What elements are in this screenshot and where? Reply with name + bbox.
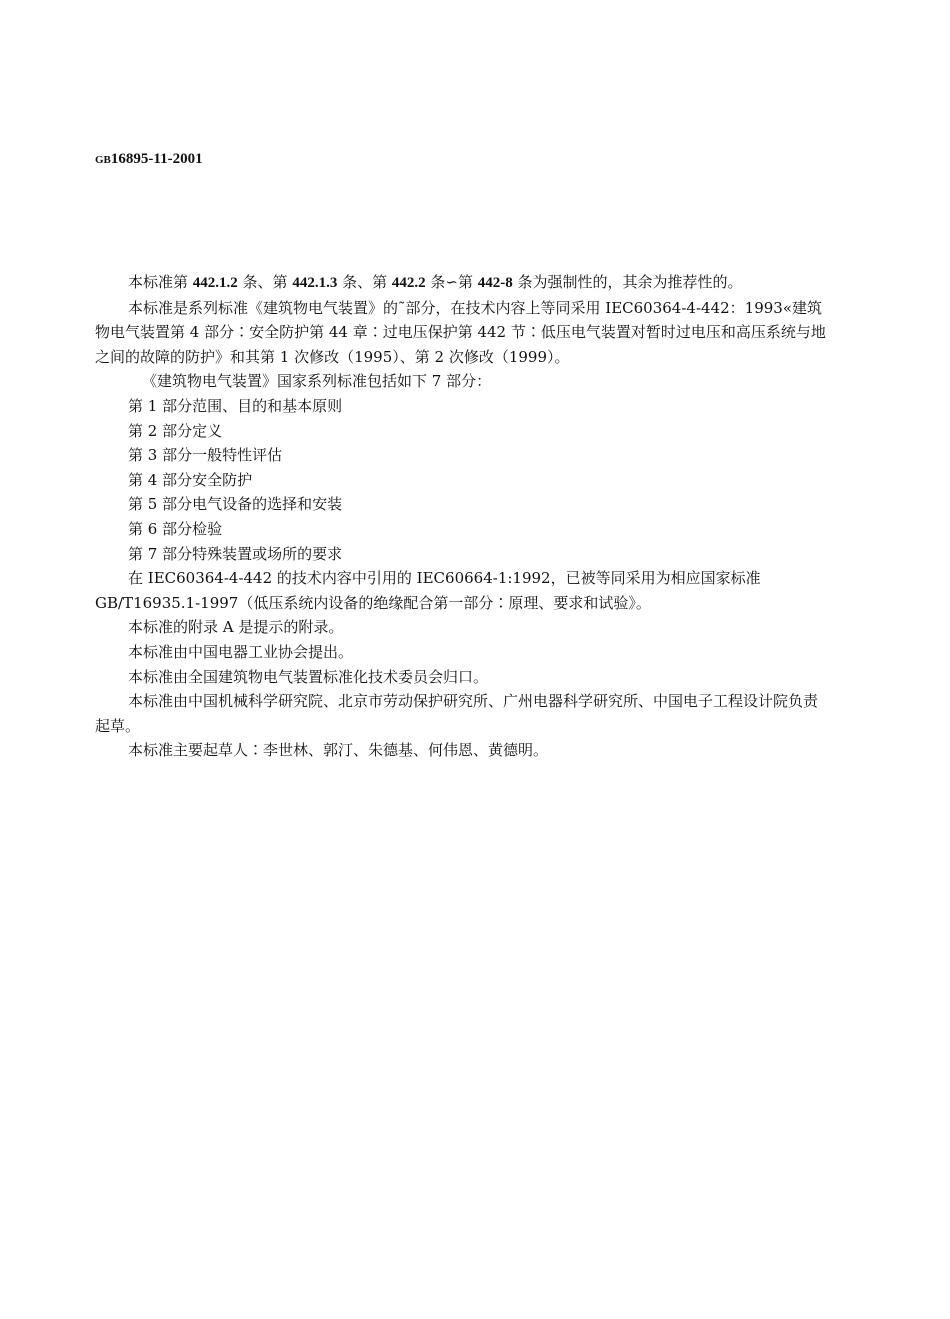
part-list-item: 第 2 部分定义	[128, 421, 223, 440]
mandatory-clauses-paragraph	[95, 270, 830, 296]
clause-number: 442.1.3	[292, 275, 338, 291]
series-parts-intro: 《建筑物电气装置》国家系列标准包括如下 7 部分：	[142, 372, 492, 391]
clause-number: 442.2	[391, 275, 426, 291]
drafters-note: 本标准主要起草人∶李世林、郭汀、朱德基、何伟恩、黄德明。	[128, 741, 549, 760]
standard-code	[95, 151, 203, 168]
standard-code-number: 16895-11-2001	[110, 151, 203, 167]
series-standard-paragraph: 本标准是系列标准《建筑物电气装置》的˜部分，在技术内容上等同采用 IEC60364-4-442：1993«建筑物电气装置第 4 部分∶安全防护第 44 章∶过电压保护第 442 节∶低压电气装置对暂时过电压和高压系统与地之间的故障的防护》和其第 1 次修改（1995）、第 2 次修改（1999）。	[95, 298, 826, 366]
text-fragment: 本标准第	[128, 273, 193, 291]
text-fragment: 条、第	[337, 273, 392, 291]
part-list-item: 第 4 部分安全防护	[128, 470, 253, 489]
clause-number: 442.1.2	[192, 275, 238, 291]
part-list-item: 第 6 部分检验	[128, 519, 223, 538]
part-list-item: 第 3 部分一般特性评估	[128, 446, 283, 465]
proposer-note: 本标准由中国电器工业协会提出。	[128, 642, 354, 661]
text-fragment: 条、第	[237, 273, 293, 291]
drafting-units-note: 本标准由中国机械科学研究院、北京市劳动保护研究所、广州电器科学研究所、中国电子工程设计院负责起草。	[95, 692, 819, 735]
part-list-item: 第 7 部分特殊装置或场所的要求	[128, 544, 343, 563]
part-list-item: 第 5 部分电气设备的选择和安装	[128, 495, 343, 514]
referenced-standard-paragraph: 在 IEC60364-4-442 的技术内容中引用的 IEC60664-1:1992，已被等同采用为相应国家标准 GB/T16935.1-1997（低压系统内设备的绝缘配合第一部分∶原理、要求和试验》。	[95, 569, 761, 612]
text-fragment: 条为强制性的，其余为推荐性的。	[512, 273, 743, 291]
clause-number: 442-8	[477, 275, 513, 291]
text-fragment: 条∽第	[425, 273, 478, 291]
committee-note: 本标准由全国建筑物电气装置标准化技术委员会归口。	[128, 667, 489, 686]
appendix-note: 本标准的附录 A 是提示的附录。	[128, 618, 344, 637]
part-list-item: 第 1 部分范围、目的和基本原则	[128, 396, 343, 415]
foreword-body	[95, 270, 830, 763]
standard-code-prefix: GB	[95, 154, 111, 166]
